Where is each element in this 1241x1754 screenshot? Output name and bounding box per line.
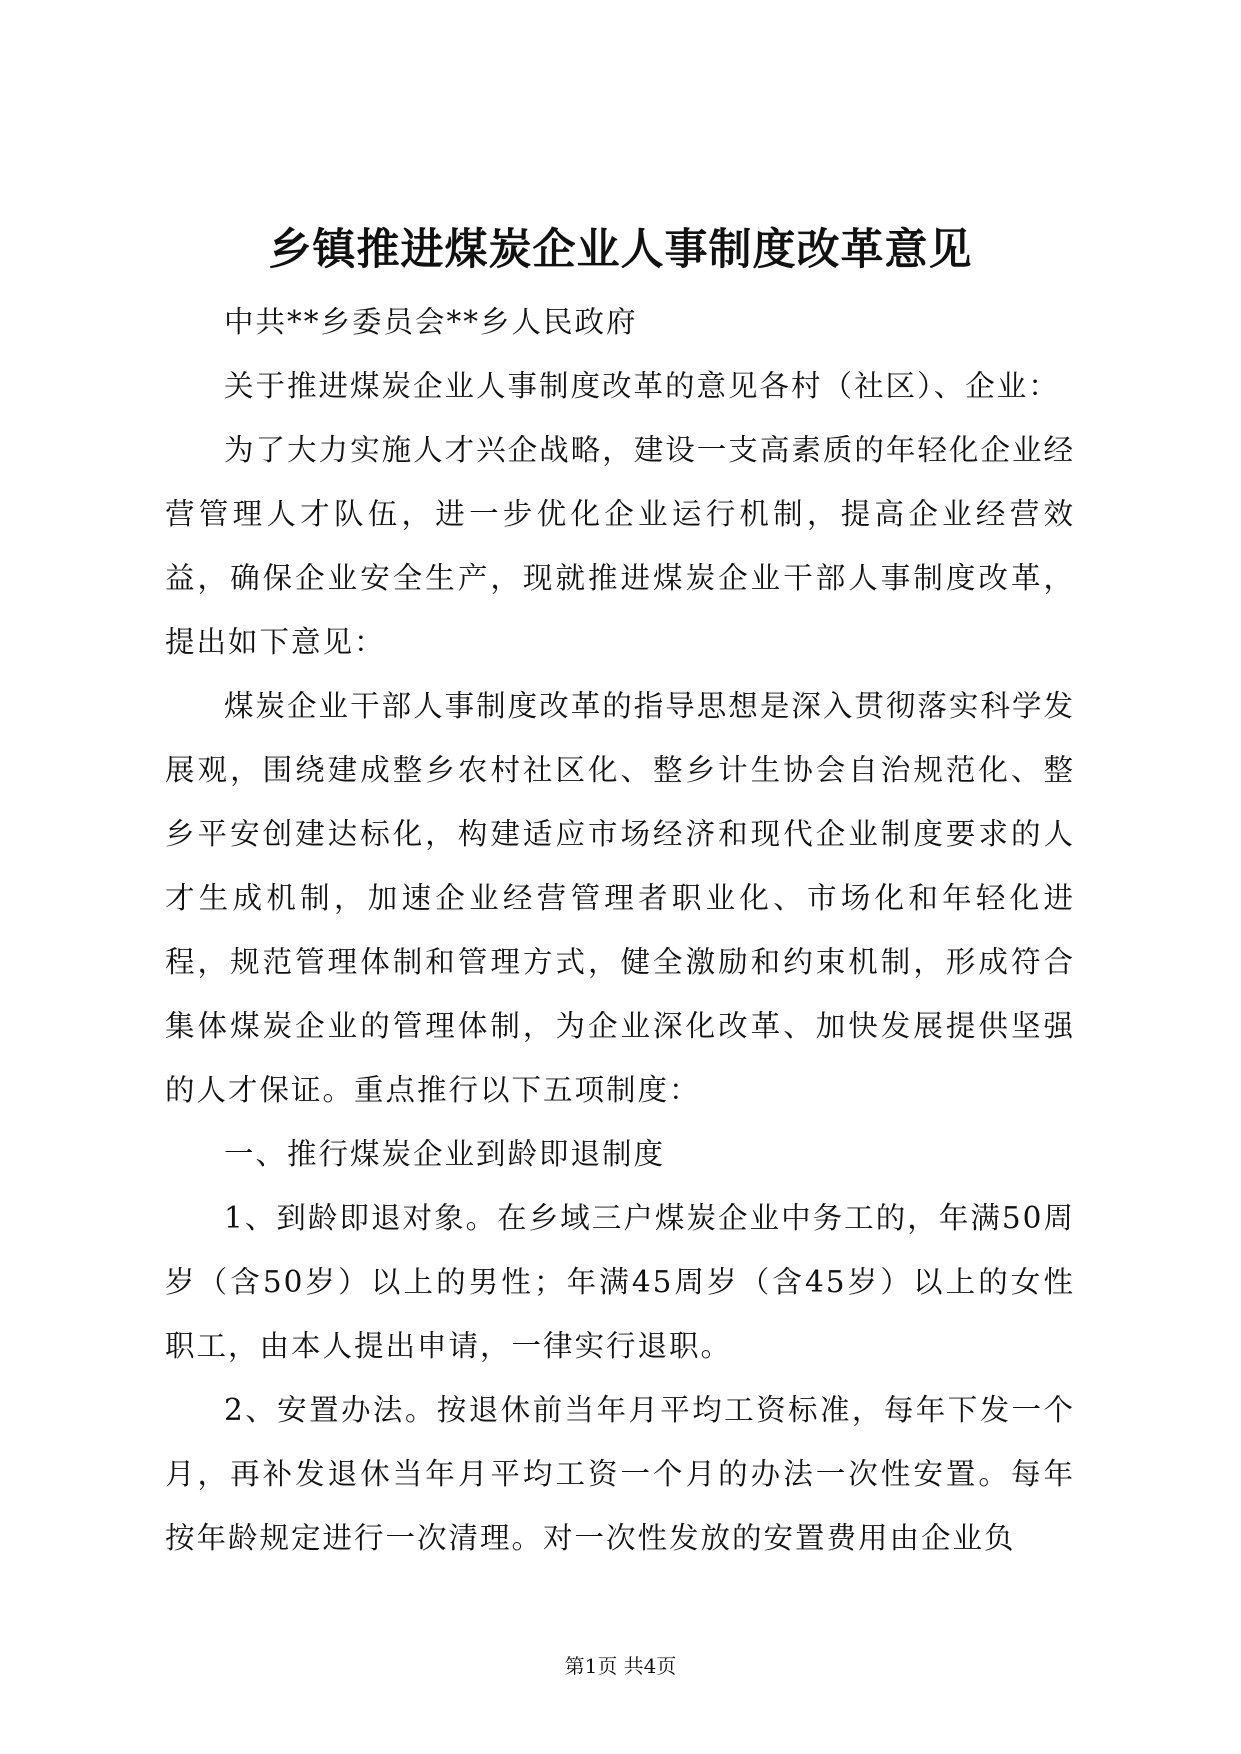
paragraph-item-2: 2、安置办法。按退休前当年月平均工资标准，每年下发一个月，再补发退休当年月平均工资一个月的办法一次性安置。每年按年龄规定进行一次清理。对一次性发放的安置费用由企业负 [165,1393,1075,1555]
document-title: 乡镇推进煤炭企业人事制度改革意见 [268,225,973,275]
paragraph-item-1: 1、到龄即退对象。在乡域三户煤炭企业中务工的，年满50周岁（含50岁）以上的男性；年满45周岁（含45岁）以上的女性职工，由本人提出申请，一律实行退职。 [165,1201,1075,1363]
paragraph-subject: 关于推进煤炭企业人事制度改革的意见各村（社区）、企业： [224,369,1060,403]
section-heading-1: 一、推行煤炭企业到龄即退制度 [224,1137,666,1171]
page-footer: 第1页 共4页 [564,1654,677,1678]
paragraph-guiding-idea: 煤炭企业干部人事制度改革的指导思想是深入贯彻落实科学发展观，围绕建成整乡农村社区化、整乡计生协会自治规范化、整乡平安创建达标化，构建适应市场经济和现代企业制度要求的人才生成机制，加速企业经营管理者职业化、市场化和年轻化进程，规范管理体制和管理方式，健全激励和约束机制，形成符合集体煤炭企业的管理体制，为企业深化改革、加快发展提供坚强的人才保证。重点推行以下五项制度： [165,689,1075,1107]
paragraph-intro: 为了大力实施人才兴企战略，建设一支高素质的年轻化企业经营管理人才队伍，进一步优化企业运行机制，提高企业经营效益，确保企业安全生产，现就推进煤炭企业干部人事制度改革，提出如下意见： [165,433,1075,659]
document-body [165,290,1075,1570]
paragraph-issuer: 中共**乡委员会**乡人民政府 [224,305,638,339]
